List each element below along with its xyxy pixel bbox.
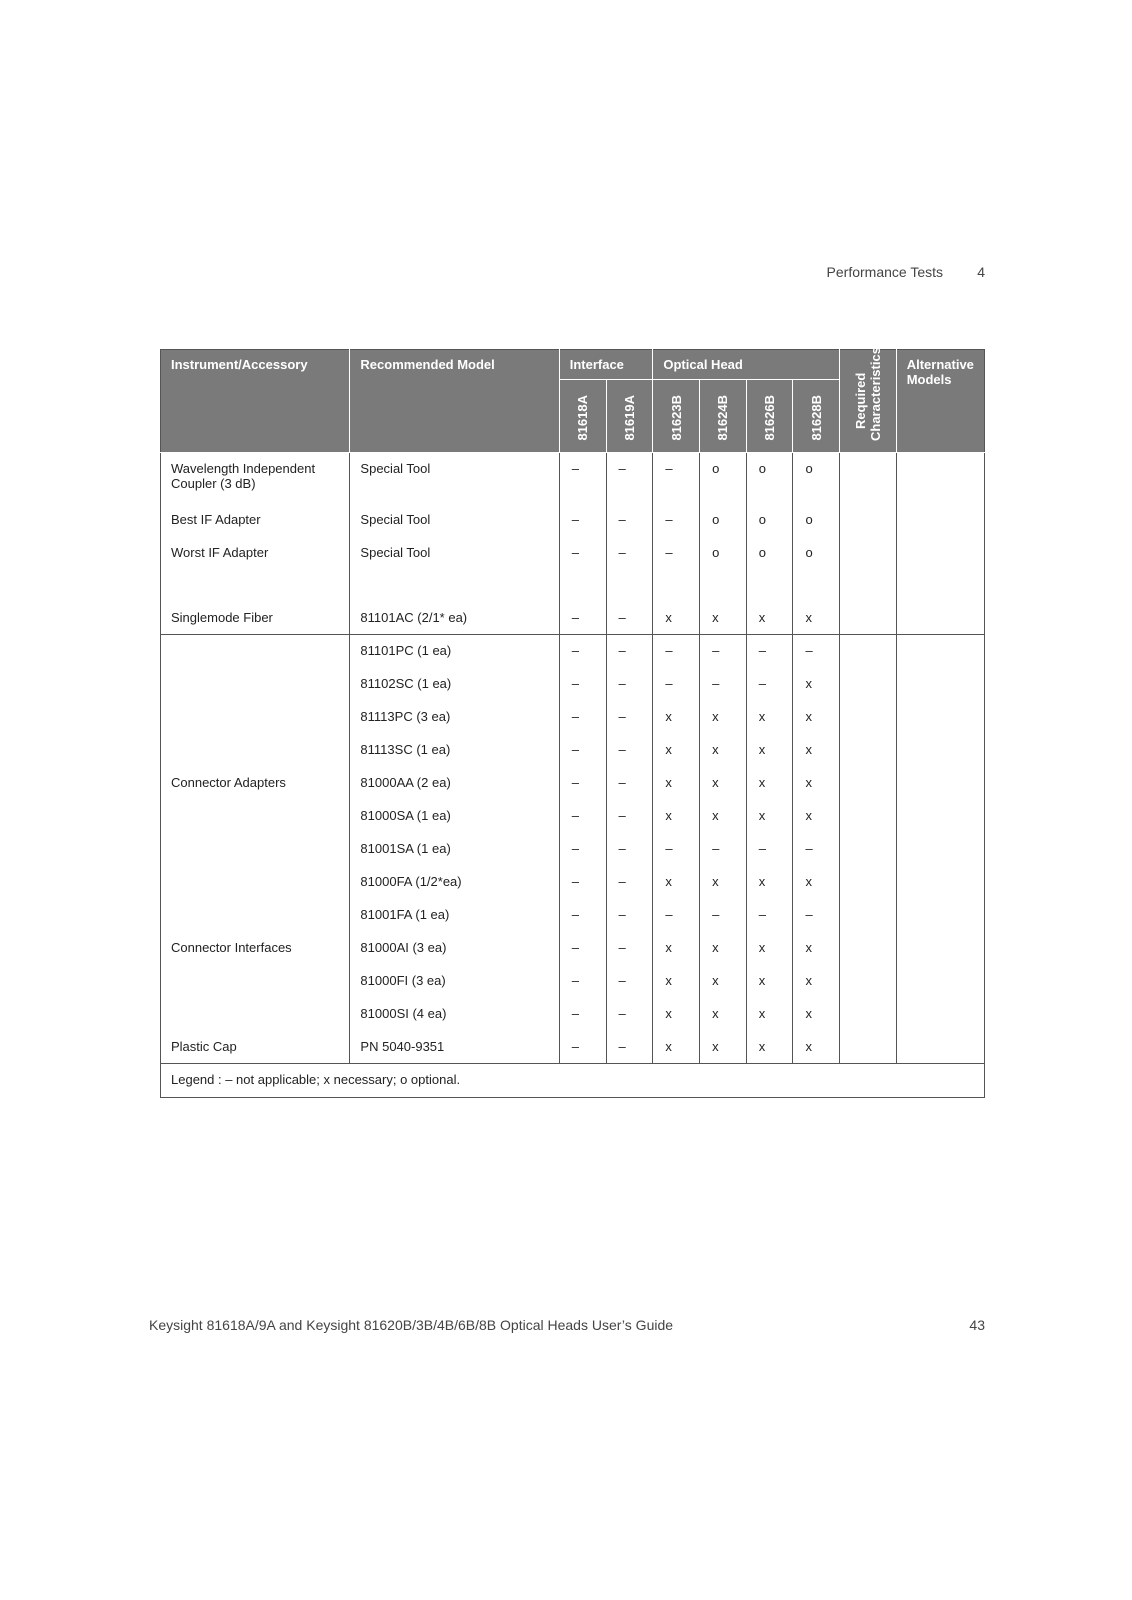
mark-cell: –	[559, 668, 606, 701]
mark-cell: –	[559, 899, 606, 932]
mark-cell: x	[746, 866, 793, 899]
alternative-cell	[896, 899, 984, 932]
mark-cell: o	[746, 504, 793, 537]
mark-cell: x	[700, 767, 747, 800]
mark-cell: –	[700, 833, 747, 866]
header-interface: Interface	[559, 350, 653, 380]
instrument-cell	[161, 899, 350, 932]
mark-cell: –	[793, 635, 840, 668]
mark-cell: x	[653, 800, 700, 833]
instrument-cell: Connector Adapters	[161, 767, 350, 800]
model-cell: 81113SC (1 ea)	[350, 734, 559, 767]
header-model-81626B: 81626B	[746, 380, 793, 453]
required-cell	[840, 734, 897, 767]
legend-row	[161, 1064, 985, 1098]
alternative-cell	[896, 734, 984, 767]
mark-cell: –	[559, 570, 606, 635]
mark-cell: –	[793, 899, 840, 932]
mark-cell: –	[793, 833, 840, 866]
model-cell: 81101AC (2/1* ea)	[350, 570, 559, 635]
required-cell	[840, 701, 897, 734]
mark-cell: x	[746, 734, 793, 767]
model-cell: 81001FA (1 ea)	[350, 899, 559, 932]
mark-cell: –	[606, 668, 653, 701]
mark-cell: –	[606, 998, 653, 1031]
mark-cell: x	[793, 965, 840, 998]
instrument-cell: Wavelength Independent Coupler (3 dB)	[161, 453, 350, 504]
mark-cell: o	[746, 537, 793, 570]
table-row	[161, 800, 985, 833]
header-model: Recommended Model	[350, 350, 559, 453]
instrument-cell	[161, 833, 350, 866]
mark-cell: o	[793, 537, 840, 570]
instrument-cell	[161, 998, 350, 1031]
model-cell: Special Tool	[350, 537, 559, 570]
mark-cell: x	[793, 668, 840, 701]
alternative-cell	[896, 767, 984, 800]
mark-cell: –	[559, 833, 606, 866]
required-cell	[840, 932, 897, 965]
required-cell	[840, 899, 897, 932]
mark-cell: –	[606, 537, 653, 570]
model-cell: 81101PC (1 ea)	[350, 635, 559, 668]
mark-cell: –	[606, 701, 653, 734]
table-row	[161, 1031, 985, 1064]
model-cell: PN 5040-9351	[350, 1031, 559, 1064]
required-cell	[840, 998, 897, 1031]
mark-cell: x	[700, 998, 747, 1031]
mark-cell: –	[746, 635, 793, 668]
mark-cell: x	[700, 866, 747, 899]
table-row	[161, 965, 985, 998]
mark-cell: –	[653, 537, 700, 570]
header-model-81619A: 81619A	[606, 380, 653, 453]
table-row	[161, 767, 985, 800]
mark-cell: x	[746, 701, 793, 734]
mark-cell: –	[559, 800, 606, 833]
mark-cell: x	[653, 998, 700, 1031]
mark-cell: –	[653, 635, 700, 668]
instrument-cell: Singlemode Fiber	[161, 570, 350, 635]
model-cell: 81000SA (1 ea)	[350, 800, 559, 833]
mark-cell: –	[653, 453, 700, 504]
header-instrument: Instrument/Accessory	[161, 350, 350, 453]
mark-cell: x	[793, 998, 840, 1031]
alternative-cell	[896, 635, 984, 668]
alternative-cell	[896, 668, 984, 701]
table-row	[161, 833, 985, 866]
instrument-cell: Plastic Cap	[161, 1031, 350, 1064]
legend: Legend : – not applicable; x necessary; o optional.	[161, 1064, 985, 1098]
mark-cell: –	[606, 504, 653, 537]
mark-cell: o	[700, 537, 747, 570]
table-row	[161, 635, 985, 668]
mark-cell: x	[653, 734, 700, 767]
model-cell: 81001SA (1 ea)	[350, 833, 559, 866]
mark-cell: x	[793, 767, 840, 800]
model-cell: 81000FA (1/2*ea)	[350, 866, 559, 899]
mark-cell: –	[559, 504, 606, 537]
mark-cell: –	[653, 899, 700, 932]
mark-cell: –	[606, 767, 653, 800]
alternative-cell	[896, 504, 984, 537]
mark-cell: x	[746, 1031, 793, 1064]
header-model-81618A: 81618A	[559, 380, 606, 453]
mark-cell: –	[606, 899, 653, 932]
mark-cell: x	[746, 800, 793, 833]
alternative-cell	[896, 570, 984, 635]
mark-cell: x	[653, 701, 700, 734]
mark-cell: x	[700, 570, 747, 635]
alternative-cell	[896, 1031, 984, 1064]
mark-cell: –	[606, 570, 653, 635]
page-number: 43	[969, 1317, 985, 1333]
table-row	[161, 998, 985, 1031]
table-row	[161, 537, 985, 570]
required-cell	[840, 668, 897, 701]
mark-cell: x	[746, 570, 793, 635]
model-cell: 81000AI (3 ea)	[350, 932, 559, 965]
mark-cell: x	[793, 701, 840, 734]
required-cell	[840, 537, 897, 570]
alternative-cell	[896, 932, 984, 965]
table-row	[161, 668, 985, 701]
instrument-cell	[161, 668, 350, 701]
table-row	[161, 932, 985, 965]
mark-cell: –	[606, 932, 653, 965]
mark-cell: o	[700, 453, 747, 504]
mark-cell: –	[606, 800, 653, 833]
instrument-cell	[161, 701, 350, 734]
mark-cell: –	[746, 833, 793, 866]
accessories-table	[160, 349, 985, 1098]
mark-cell: x	[793, 866, 840, 899]
required-cell	[840, 504, 897, 537]
mark-cell: x	[700, 932, 747, 965]
alternative-cell	[896, 453, 984, 504]
mark-cell: –	[559, 932, 606, 965]
header-alternative: Alternative Models	[896, 350, 984, 453]
mark-cell: x	[653, 570, 700, 635]
model-cell: 81113PC (3 ea)	[350, 701, 559, 734]
mark-cell: –	[700, 635, 747, 668]
mark-cell: –	[559, 734, 606, 767]
mark-cell: x	[700, 1031, 747, 1064]
model-cell: 81000SI (4 ea)	[350, 998, 559, 1031]
mark-cell: o	[746, 453, 793, 504]
header-model-81623B: 81623B	[653, 380, 700, 453]
model-cell: 81000FI (3 ea)	[350, 965, 559, 998]
instrument-cell	[161, 965, 350, 998]
table-row	[161, 453, 985, 504]
chapter-number: 4	[977, 264, 985, 280]
required-cell	[840, 833, 897, 866]
mark-cell: x	[793, 570, 840, 635]
instrument-cell	[161, 635, 350, 668]
instrument-cell	[161, 734, 350, 767]
instrument-cell: Worst IF Adapter	[161, 537, 350, 570]
mark-cell: –	[559, 998, 606, 1031]
mark-cell: –	[653, 833, 700, 866]
required-cell	[840, 570, 897, 635]
mark-cell: –	[653, 668, 700, 701]
mark-cell: x	[700, 800, 747, 833]
header-model-81624B: 81624B	[700, 380, 747, 453]
header-required-label: Required Characteristics	[852, 347, 883, 441]
mark-cell: –	[606, 453, 653, 504]
mark-cell: –	[559, 537, 606, 570]
mark-cell: x	[700, 701, 747, 734]
mark-cell: x	[793, 1031, 840, 1064]
mark-cell: –	[606, 965, 653, 998]
header-model-81628B: 81628B	[793, 380, 840, 453]
mark-cell: –	[559, 1031, 606, 1064]
mark-cell: –	[606, 866, 653, 899]
mark-cell: x	[793, 734, 840, 767]
header-optical-head: Optical Head	[653, 350, 840, 380]
mark-cell: x	[653, 965, 700, 998]
table-row	[161, 899, 985, 932]
mark-cell: x	[746, 998, 793, 1031]
alternative-cell	[896, 833, 984, 866]
mark-cell: o	[700, 504, 747, 537]
section-title: Performance Tests	[826, 264, 943, 280]
required-cell	[840, 965, 897, 998]
alternative-cell	[896, 800, 984, 833]
mark-cell: –	[559, 453, 606, 504]
instrument-cell	[161, 800, 350, 833]
table-row	[161, 570, 985, 635]
page-footer	[149, 1317, 985, 1333]
mark-cell: x	[700, 734, 747, 767]
mark-cell: o	[793, 504, 840, 537]
model-cell: Special Tool	[350, 504, 559, 537]
table-row	[161, 734, 985, 767]
alternative-cell	[896, 537, 984, 570]
mark-cell: –	[746, 668, 793, 701]
required-cell	[840, 453, 897, 504]
model-cell: 81102SC (1 ea)	[350, 668, 559, 701]
mark-cell: –	[746, 899, 793, 932]
mark-cell: –	[559, 635, 606, 668]
mark-cell: x	[746, 932, 793, 965]
required-cell	[840, 635, 897, 668]
guide-title: Keysight 81618A/9A and Keysight 81620B/3B/4B/6B/8B Optical Heads User’s Guide	[149, 1317, 674, 1333]
model-cell: 81000AA (2 ea)	[350, 767, 559, 800]
mark-cell: –	[559, 965, 606, 998]
mark-cell: x	[793, 800, 840, 833]
mark-cell: –	[559, 767, 606, 800]
alternative-cell	[896, 866, 984, 899]
mark-cell: x	[746, 767, 793, 800]
model-cell: Special Tool	[350, 453, 559, 504]
mark-cell: x	[653, 767, 700, 800]
mark-cell: o	[793, 453, 840, 504]
mark-cell: –	[559, 701, 606, 734]
table-row	[161, 866, 985, 899]
mark-cell: –	[606, 734, 653, 767]
mark-cell: –	[559, 866, 606, 899]
mark-cell: x	[746, 965, 793, 998]
mark-cell: –	[700, 668, 747, 701]
mark-cell: –	[653, 504, 700, 537]
mark-cell: –	[606, 635, 653, 668]
required-cell	[840, 1031, 897, 1064]
mark-cell: x	[653, 932, 700, 965]
alternative-cell	[896, 701, 984, 734]
alternative-cell	[896, 998, 984, 1031]
instrument-cell	[161, 866, 350, 899]
table-row	[161, 701, 985, 734]
mark-cell: –	[606, 1031, 653, 1064]
instrument-cell: Best IF Adapter	[161, 504, 350, 537]
mark-cell: x	[653, 1031, 700, 1064]
required-cell	[840, 866, 897, 899]
mark-cell: x	[793, 932, 840, 965]
alternative-cell	[896, 965, 984, 998]
required-cell	[840, 767, 897, 800]
mark-cell: x	[700, 965, 747, 998]
header-required	[840, 347, 897, 453]
mark-cell: x	[653, 866, 700, 899]
table-row	[161, 504, 985, 537]
required-cell	[840, 800, 897, 833]
mark-cell: –	[606, 833, 653, 866]
mark-cell: –	[700, 899, 747, 932]
instrument-cell: Connector Interfaces	[161, 932, 350, 965]
